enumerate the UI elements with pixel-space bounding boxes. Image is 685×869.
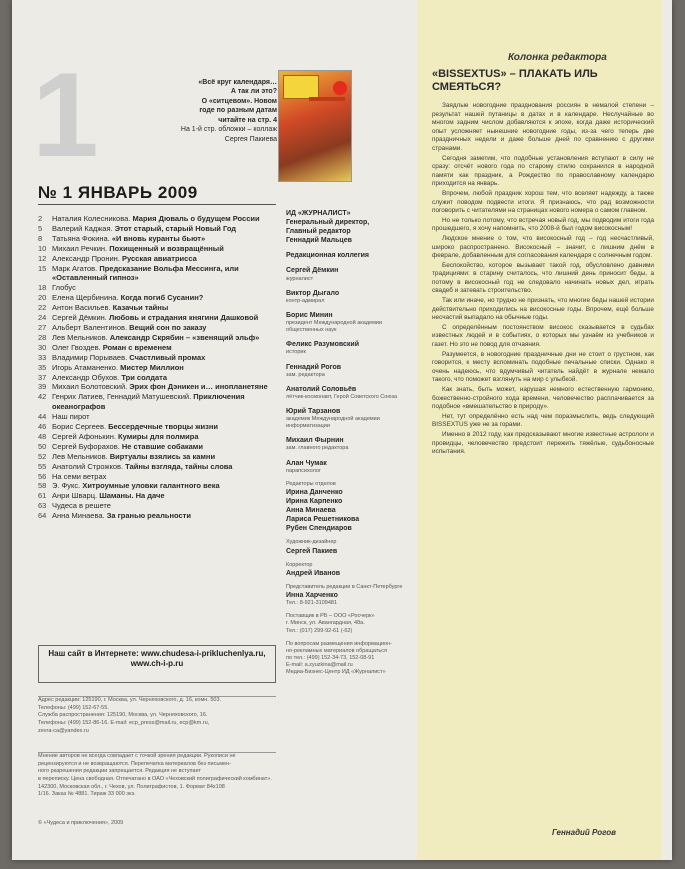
toc-title: Хитроумные уловки галантного века xyxy=(82,481,220,491)
board-member-name: Анатолий Соловьёв xyxy=(286,385,357,393)
toc-entry xyxy=(52,481,276,491)
dept-editor-name: Ирина Карпенко xyxy=(286,498,343,506)
legal-line: рецензируются и не возвращаются. Перепечатка материалов без письмен- xyxy=(38,760,231,767)
toc-entry xyxy=(52,392,276,412)
toc-entry xyxy=(52,323,276,333)
board-member-name: Юрий Тарзанов xyxy=(286,408,341,416)
toc-row xyxy=(38,214,276,224)
toc-title: Кумиры для полмира xyxy=(118,431,199,441)
toc-row xyxy=(38,373,276,383)
board-member xyxy=(286,385,406,401)
toc-page-number: 52 xyxy=(38,451,47,461)
column-paragraph: Впрочем, любой праздник хорош тем, что вселяет надежду, а также служит поводом подвести итоги. Я признаюсь, что рад возможности поговорить с читателями на страницах нового номера о самом главном. xyxy=(432,189,654,215)
toc-entry xyxy=(52,333,276,343)
toc-page-number: 5 xyxy=(38,223,43,233)
toc-entry xyxy=(52,412,276,422)
dept-label: Редакторы отделов xyxy=(286,480,336,487)
website-link[interactable]: www.ch-i-p.ru xyxy=(130,659,184,669)
toc-entry xyxy=(52,234,276,244)
column-label: Колонка редактора xyxy=(508,52,607,63)
board-member-name: Виктор Дыгало xyxy=(286,289,340,297)
legal-line: 142300, Московская обл., г. Чехов, ул. Полиграфистов, 1. Формат 84х108 xyxy=(38,783,225,790)
toc-entry xyxy=(52,363,276,373)
toc-title: Счастливый промах xyxy=(129,352,206,362)
toc-title: Не ставшие собаками xyxy=(121,441,203,451)
toc-row xyxy=(38,234,276,244)
toc-entry xyxy=(52,382,276,392)
column-paragraph: С определённым постоянством високос сказывается в судьбах известных людей и в событиях, о которых мы узнаём из учебников и газет. Но это не повод для отчаяния. xyxy=(432,323,654,349)
cover-thumbnail-image xyxy=(278,70,352,182)
toc-author: Михаил Болотовский. xyxy=(52,382,128,392)
toc-page-number: 48 xyxy=(38,431,47,441)
toc-entry xyxy=(52,214,276,224)
toc-row xyxy=(38,343,276,353)
legal-line: в переписку. Цена свободная. Отпечатано в ОАО «Чеховский полиграфический комбинат». xyxy=(38,776,272,783)
toc-row xyxy=(38,353,276,363)
toc-title: Когда погиб Сусанин? xyxy=(120,293,204,303)
column-paragraph: Беспокойство, которое вызывает такой год, обусловлено давними традициями: в старину считалось, что лишний день приносит беды, а потому в високосный год не следовало начинать новых дел, играть свадеб и затевать строительство. xyxy=(432,261,654,295)
art-label: Художник-дизайнер xyxy=(286,539,337,546)
toc-entry xyxy=(52,501,276,511)
board-member-role: президент Международной академии общественных наук xyxy=(286,320,383,334)
column-body xyxy=(432,102,654,458)
toc-row xyxy=(38,303,276,313)
toc-title: Казачьи тайны xyxy=(112,303,169,313)
toc-title: Эрих фон Дэникен и… инопланетяне xyxy=(129,382,268,392)
column-paragraph: Как знать, быть может, нарушая немного естественную гармонию, божественно-стройного хода времени, человечество расплачивается за подобное «вмешательство в природу». xyxy=(432,386,654,411)
board-member xyxy=(286,340,406,356)
toc-author: Глобус xyxy=(52,283,76,293)
teaser-line: О «ситцевом». Новом xyxy=(201,97,277,105)
toc-author: Наш пирот xyxy=(52,412,90,422)
address-line: Адрес редакции: 125190, г. Москва, ул. Черняховского, д. 16, комн. 503. xyxy=(38,697,222,703)
toc-page-number: 56 xyxy=(38,471,47,481)
toc-row xyxy=(38,462,276,472)
toc-page-number: 58 xyxy=(38,481,47,491)
column-paragraph: Именно в 2012 году, как предсказывают многие известные астрологи и провидцы, человечество предстоит пережить тяжёлые, судьбоносные испытания. xyxy=(432,430,654,456)
toc-row xyxy=(38,472,276,482)
table-of-contents xyxy=(38,214,276,521)
toc-page-number: 22 xyxy=(38,303,47,313)
toc-page-number: 44 xyxy=(38,412,47,422)
legal-block xyxy=(38,752,276,799)
toc-page-number: 37 xyxy=(38,372,47,382)
toc-author: Сергей Афонькин. xyxy=(52,431,116,441)
board-member xyxy=(286,436,406,452)
chief-editor-name: Геннадий Мальцев xyxy=(286,237,352,245)
toc-row xyxy=(38,293,276,303)
toc-entry xyxy=(52,432,276,442)
copyright: © «Чудеса и приключения», 2009 xyxy=(38,820,124,826)
column-signature: Геннадий Рогов xyxy=(552,828,616,837)
issue-title: № 1 ЯНВАРЬ 2009 xyxy=(38,183,198,202)
rb-line: Поставщик в РБ – ООО «Росчерк» xyxy=(286,613,375,620)
toc-entry xyxy=(52,462,276,472)
address-line: zevra-ca@yandex.ru xyxy=(38,727,89,734)
toc-title: Русская авиатрисса xyxy=(122,253,197,263)
toc-row xyxy=(38,323,276,333)
toc-author: Елена Щербинина. xyxy=(52,293,119,303)
staff-role-label: Генеральный директор, xyxy=(286,219,370,227)
toc-title: Александр Скрябин – «звенящий эльф» xyxy=(109,332,260,342)
toc-row xyxy=(38,501,276,511)
toc-row xyxy=(38,481,276,491)
column-paragraph: Так или иначе, но трудно не признать, что многие беды нашей истории действительно приходились на високосные годы. Впрочем, ещё больше несчастий выпадало на обычные годы. xyxy=(432,297,654,322)
toc-author: Лев Мельников. xyxy=(52,451,108,461)
toc-page-number: 64 xyxy=(38,511,47,521)
toc-author: Лев Мельников. xyxy=(52,332,108,342)
toc-author: Анатолий Строжков. xyxy=(52,461,124,471)
toc-row xyxy=(38,442,276,452)
toc-author: Сергей Дёмкин. xyxy=(52,313,107,323)
toc-row xyxy=(38,264,276,284)
toc-page-number: 24 xyxy=(38,313,47,323)
rb-line: Тел.: (017) 299-92-61 (-62) xyxy=(286,627,353,634)
toc-title: Похищенный и возвращённый xyxy=(109,243,224,253)
toc-author: Валерий Каджая. xyxy=(52,223,113,233)
board-member-role: академик Международной академии информатизации xyxy=(286,416,380,430)
board-member-name: Борис Минин xyxy=(286,311,333,319)
toc-row xyxy=(38,283,276,293)
teaser-credit: Сергея Пакиева xyxy=(224,135,277,143)
ad-line: Медиа-Бизнес-Центр ИД «Журналист» xyxy=(286,669,386,676)
toc-page-number: 39 xyxy=(38,382,47,392)
toc-author: Владимир Порываев. xyxy=(52,352,128,362)
toc-page-number: 50 xyxy=(38,441,47,451)
toc-entry xyxy=(52,343,276,353)
toc-author: Александр Пронин. xyxy=(52,253,120,263)
toc-page-number: 10 xyxy=(38,243,47,253)
toc-author: Александр Обухов. xyxy=(52,372,120,382)
toc-entry xyxy=(52,224,276,234)
toc-author: Анри Шварц. xyxy=(52,491,98,501)
toc-page-number: 55 xyxy=(38,461,47,471)
toc-entry xyxy=(52,244,276,254)
address-block xyxy=(38,696,276,735)
toc-title: Любовь и страдания княгини Дашковой xyxy=(108,313,259,323)
toc-page-number: 61 xyxy=(38,491,47,501)
toc-author: Анна Минаева. xyxy=(52,511,105,521)
toc-author: Э. Фукс. xyxy=(52,481,81,491)
board-member xyxy=(286,407,406,430)
toc-page-number: 8 xyxy=(38,233,43,243)
column-title: «BISSEXTUS» – ПЛАКАТЬ ИЛЬ СМЕЯТЬСЯ? xyxy=(432,68,598,93)
toc-title: Приключения океанографов xyxy=(52,392,245,412)
toc-entry xyxy=(52,452,276,462)
address-line: Телефоны: (499) 152-67-55. xyxy=(38,704,109,711)
toc-title: Роман с временем xyxy=(102,342,172,352)
toc-page-number: 28 xyxy=(38,332,47,342)
toc-page-number: 42 xyxy=(38,392,47,402)
teaser-line: читайте на стр. 4 xyxy=(218,116,277,124)
toc-author: Наталия Колесникова. xyxy=(52,214,131,223)
publisher-name: ИД «ЖУРНАЛИСТ» xyxy=(286,210,351,217)
toc-page-number: 2 xyxy=(38,214,43,223)
magazine-logo-icon xyxy=(283,75,319,99)
legal-line: Мнение авторов не всегда совпадает с точкой зрения редакции. Рукописи не xyxy=(38,753,236,759)
board-member xyxy=(286,363,406,379)
toc-entry xyxy=(52,373,276,383)
toc-title: Мистер Миллион xyxy=(120,362,184,372)
board-member-role: журналист xyxy=(286,275,314,282)
toc-entry xyxy=(52,472,276,482)
teaser-credit: На 1-й стр. обложки – коллаж xyxy=(180,126,277,134)
toc-page-number: 20 xyxy=(38,293,47,303)
rb-line: г. Минск, ул. Авангардная, 48а. xyxy=(286,620,365,627)
toc-title: Виртуалы взялись за камни xyxy=(109,451,216,461)
toc-author: Борис Сергеев. xyxy=(52,422,107,432)
toc-author: Михаил Речкин. xyxy=(52,243,108,253)
toc-author: На семи ветрах xyxy=(52,471,107,481)
toc-title: Мария Дюваль о будущем России xyxy=(132,214,260,223)
toc-page-number: 27 xyxy=(38,322,47,332)
toc-row xyxy=(38,491,276,501)
staff-list xyxy=(286,209,406,676)
column-paragraph: Заядлые новогодние празднования россиян в немалой степени – результат нашей путаницы в датах и в календаре. Неслучайные во многом задним числом добавляются к эпохе, когда даже исторический опыт усложняет нынешние новогодние годы, из-за чего теперь две праздничных недели и даже больше дней по сравнению с другими странами. xyxy=(432,102,654,152)
corr-label: Корректор xyxy=(286,561,313,568)
spb-name: Инна Харченко xyxy=(286,592,338,600)
corr-name: Андрей Иванов xyxy=(286,569,341,577)
board-member-role: историк xyxy=(286,349,306,356)
toc-title: За гранью реальности xyxy=(106,511,191,521)
toc-row xyxy=(38,363,276,373)
address-line: Служба распространения: 125190, Москва, ул. Черняховского, 16. xyxy=(38,712,208,719)
column-paragraph: Разумеется, в новогодние праздничные дни не стоит о грустном, как говорится, к месту вспоминать подобные печальные списки. Однако я очень надеюсь, что вдумчивый читатель найдёт в журнале немало такого, что поможет взглянуть на мир с улыбкой. xyxy=(432,350,654,384)
toc-row xyxy=(38,392,276,412)
board-member-role: контр-адмирал xyxy=(286,297,325,304)
column-paragraph: Людское мнение о том, что високосный год – год несчастливый, широко распространено. Високосный – значит, с лишним днём в феврале, добавленным для согласования календаря с солнечным годом. xyxy=(432,234,654,260)
red-circle-icon xyxy=(333,81,347,95)
art-name: Сергей Пакиев xyxy=(286,547,338,555)
column-paragraph: Сегодня заметим, что подобные установления вступают в силу не сразу: отсчёт нового года по старому стилю сохранился в народной памяти как праздник, а Рождество по православному календарю приходится на январь. xyxy=(432,154,654,188)
toc-author: Альберт Валентинов. xyxy=(52,322,128,332)
dept-editor-name: Рубен Спендиаров xyxy=(286,525,352,533)
toc-row xyxy=(38,452,276,462)
toc-author: Генрих Латиев, Геннадий Матушевский. xyxy=(52,392,192,402)
teaser-line: годе по разным датам xyxy=(199,107,277,115)
column-paragraph: Нет, тут определённо есть над чем поразмыслить, ведь следующий BISSEXTUS уже не за горами. xyxy=(432,412,654,429)
issue-big-number: 1 xyxy=(32,48,99,182)
board-member-name: Алан Чумак xyxy=(286,459,327,467)
toc-entry xyxy=(52,442,276,452)
toc-row xyxy=(38,422,276,432)
board-member xyxy=(286,266,406,282)
toc-author: Марк Агатов. xyxy=(52,263,98,273)
toc-entry xyxy=(52,254,276,264)
toc-row xyxy=(38,511,276,521)
address-line: Телефоны: (499) 152-86-16. E-mail: ecp_press@mail.ru, ecp@km.ru, xyxy=(38,720,210,727)
board-member-role: лётчик-космонавт, Герой Советского Союза xyxy=(286,393,398,400)
toc-page-number: 15 xyxy=(38,263,47,273)
board-members xyxy=(286,266,406,474)
toc-title: Три солдата xyxy=(121,372,168,382)
toc-page-number: 33 xyxy=(38,352,47,362)
toc-row xyxy=(38,432,276,442)
spb-phone: Тел.: 8-921-3109481 xyxy=(286,600,338,607)
teaser-line: «Всё круг календаря… xyxy=(198,79,277,86)
toc-author: Татьяна Фокина. xyxy=(52,233,110,243)
magazine-page xyxy=(12,0,672,860)
toc-author: Чудеса в решете xyxy=(52,501,111,511)
board-member-role: парапсихолог xyxy=(286,467,321,474)
spb-label: Представитель редакции в Санкт-Петербурге xyxy=(286,583,403,590)
toc-page-number: 30 xyxy=(38,342,47,352)
teaser-line: А так ли это? xyxy=(230,88,277,96)
board-label: Редакционная коллегия xyxy=(286,252,369,260)
board-member-role: зам. главного редактора xyxy=(286,445,349,452)
toc-author: Олег Гвоздев. xyxy=(52,342,101,352)
toc-title: Этот старый, старый Новый Год xyxy=(114,223,237,233)
board-member-name: Михаил Фырнин xyxy=(286,437,344,445)
toc-entry xyxy=(52,293,276,303)
ad-line: но-рекламных материалов обращаться xyxy=(286,647,387,654)
toc-entry xyxy=(52,491,276,501)
toc-entry xyxy=(52,303,276,313)
toc-row xyxy=(38,333,276,343)
toc-author: Сергей Буфорахов. xyxy=(52,441,120,451)
ad-line: По вопросам размещения информацион- xyxy=(286,640,392,647)
board-member-name: Геннадий Рогов xyxy=(286,363,342,371)
toc-title: Бессердечные творцы жизни xyxy=(108,422,219,432)
website-link[interactable]: Наш сайт в Интернете: www.chudesa-i-prikluchenlya.ru, xyxy=(48,649,266,658)
toc-author: Игорь Атаманенко. xyxy=(52,362,119,372)
toc-title: Предсказание Вольфа Мессинга, или «Оставленный гипноз» xyxy=(52,263,239,283)
toc-entry xyxy=(52,511,276,521)
toc-row xyxy=(38,382,276,392)
cover-title-strip xyxy=(309,97,345,101)
toc-row xyxy=(38,254,276,264)
toc-row xyxy=(38,224,276,234)
toc-page-number: 46 xyxy=(38,422,47,432)
toc-title: «И вновь куранты бьют» xyxy=(111,233,206,243)
legal-line: ного разрешения редакции запрещается. Редакция не вступает xyxy=(38,768,201,775)
dept-editor-name: Ирина Данченко xyxy=(286,489,343,496)
toc-row xyxy=(38,244,276,254)
toc-title: Шаманы. На даче xyxy=(99,491,165,501)
board-member xyxy=(286,459,406,475)
board-member xyxy=(286,311,406,334)
toc-author: Антон Васильев. xyxy=(52,303,111,313)
toc-page-number: 35 xyxy=(38,362,47,372)
toc-row xyxy=(38,412,276,422)
toc-page-number: 12 xyxy=(38,253,47,263)
toc-row xyxy=(38,313,276,323)
website-box xyxy=(38,645,276,683)
toc-entry xyxy=(52,264,276,284)
toc-title: Вещий сон по заказу xyxy=(129,322,207,332)
board-member xyxy=(286,289,406,305)
dept-editors xyxy=(286,488,406,533)
toc-entry xyxy=(52,283,276,293)
column-paragraph: Но не только потому, что встречая новый год, мы подводим итоги года прошедшего, я хочу напомнить, что 2008-й был годом високосным! xyxy=(432,216,654,233)
toc-entry xyxy=(52,313,276,323)
toc-entry xyxy=(52,353,276,363)
toc-entry xyxy=(52,422,276,432)
toc-title: Тайны взгляда, тайны слова xyxy=(125,461,233,471)
board-member-role: зам. редактора xyxy=(286,371,325,378)
staff-role-label: Главный редактор xyxy=(286,228,351,236)
ad-line: по тел.: (499) 152-34-73, 152-08-91 xyxy=(286,655,375,662)
toc-page-number: 18 xyxy=(38,283,47,293)
toc-page-number: 63 xyxy=(38,501,47,511)
divider xyxy=(38,204,276,205)
board-member-name: Феликс Разумовский xyxy=(286,341,360,349)
legal-line: 1/16. Заказ № 4881. Тираж 33 000 экз. xyxy=(38,791,136,798)
dept-editor-name: Анна Минаева xyxy=(286,507,336,515)
cover-teaser xyxy=(162,78,277,144)
dept-editor-name: Лариса Решетникова xyxy=(286,516,360,524)
ad-line: E-mail: a.zyuzkina@mail.ru xyxy=(286,662,353,669)
board-member-name: Сергей Дёмкин xyxy=(286,267,339,275)
